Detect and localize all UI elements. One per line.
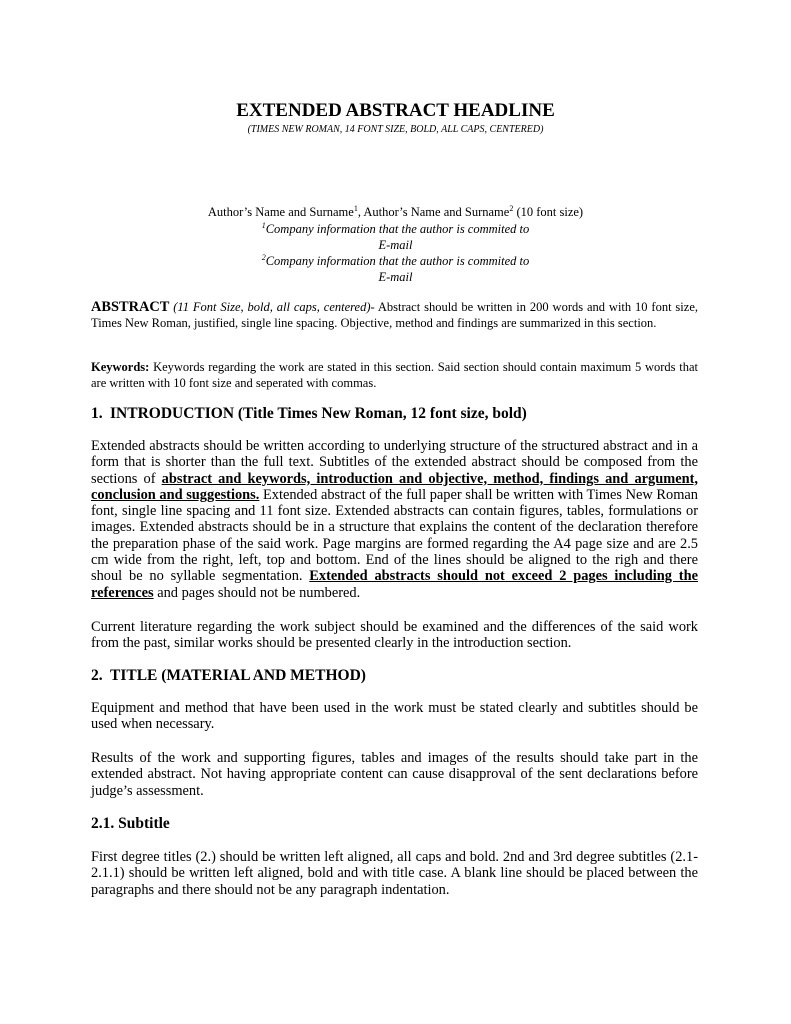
introduction-paragraph-1 bbox=[91, 438, 698, 601]
author-line bbox=[0, 204, 791, 220]
keywords-label: Keywords: bbox=[91, 360, 150, 374]
abstract-label: ABSTRACT bbox=[91, 299, 170, 315]
abstract-paragraph bbox=[91, 300, 698, 331]
intro-text-a: Extended abstracts should be written according to underlying structure of the structured abstract and in a form that is shorter than the full text. Subtitles of the extended abstract should be composed from the sections of bbox=[91, 438, 698, 487]
introduction-paragraph-2: Current literature regarding the work subject should be examined and the differences of the said work from the past, similar works should be presented clearly in the introduction section. bbox=[91, 619, 698, 652]
author-font-note: (10 font size) bbox=[513, 205, 584, 219]
affiliation-1-company bbox=[0, 222, 791, 237]
intro-page-limit-emphasis: Extended abstracts should not exceed 2 pages including the references bbox=[91, 568, 698, 601]
author-2-name: Author’s Name and Surname bbox=[363, 205, 510, 219]
intro-text-e: and pages should not be numbered. bbox=[153, 584, 361, 601]
subtitle-paragraph: First degree titles (2.) should be written left aligned, all caps and bold. 2nd and 3rd degree subtitles (2.1-2.1.1) should be written left aligned, bold and with title case. A blank line should be placed between the paragraphs and there should not be any paragraph indentation. bbox=[91, 849, 698, 898]
keywords-text: Keywords regarding the work are stated in this section. Said section should contain maximum 5 words that are written with 10 font size and seperated with commas. bbox=[91, 360, 698, 390]
intro-sections-emphasis: abstract and keywords, introduction and objective, method, findings and argument, conclusion and suggestions. bbox=[91, 470, 698, 503]
document-title: EXTENDED ABSTRACT HEADLINE bbox=[236, 100, 555, 121]
section-1-heading bbox=[91, 405, 527, 423]
title-format-note: (TIMES NEW ROMAN, 14 FONT SIZE, BOLD, ALL CAPS, CENTERED) bbox=[247, 124, 544, 135]
affiliation-2-email: E-mail bbox=[378, 270, 413, 284]
subsection-2-1-heading: 2.1. Subtitle bbox=[91, 815, 170, 832]
affiliation-2-text: Company information that the author is commited to bbox=[265, 254, 530, 268]
author-separator: , bbox=[357, 205, 364, 219]
abstract-text: - Abstract should be written in 200 words and with 10 font size, Times New Roman, justified, single line spacing. Objective, method and findings are summarized in this section. bbox=[91, 300, 698, 330]
affiliation-1-email: E-mail bbox=[378, 238, 413, 252]
author-2-sup: 2 bbox=[509, 203, 514, 213]
affiliation-2-sup: 2 bbox=[261, 252, 266, 262]
section-1-title: INTRODUCTION (Title Times New Roman, 12 font size, bold) bbox=[110, 405, 527, 422]
intro-text-c: Extended abstract of the full paper shall be written with Times New Roman font, single line spacing and 11 font size. Extended abstracts can contain figures, tables, formulations or images. Extended abstracts should be in a structure that explains the content of the declaration therefore the preparation phase of the said work. Page margins are formed regarding the A4 page size and are 2.5 cm wide from the right, left, top and bottom. End of the lines should be aligned to the righ and there shoul be no syllable segmentation. bbox=[91, 486, 698, 585]
section-2-title: TITLE (MATERIAL AND METHOD) bbox=[110, 667, 366, 684]
affiliation-2-company bbox=[0, 254, 791, 269]
section-2-number: 2. bbox=[91, 667, 103, 684]
section-1-number: 1. bbox=[91, 405, 103, 422]
author-1-name: Author’s Name and Surname bbox=[207, 205, 354, 219]
method-paragraph-2: Results of the work and supporting figures, tables and images of the results should take part in the extended abstract. Not having appropriate content can cause disapproval of the sent declarations before judge’s assessment. bbox=[91, 750, 698, 799]
section-2-heading bbox=[91, 667, 366, 685]
affiliation-1-text: Company information that the author is commited to bbox=[265, 222, 530, 236]
method-paragraph-1: Equipment and method that have been used in the work must be stated clearly and subtitles should be used when necessary. bbox=[91, 700, 698, 733]
affiliation-1-sup: 1 bbox=[261, 220, 266, 230]
author-1-sup: 1 bbox=[353, 203, 358, 213]
abstract-spec: (11 Font Size, bold, all caps, centered) bbox=[169, 300, 371, 314]
keywords-paragraph bbox=[91, 360, 698, 391]
